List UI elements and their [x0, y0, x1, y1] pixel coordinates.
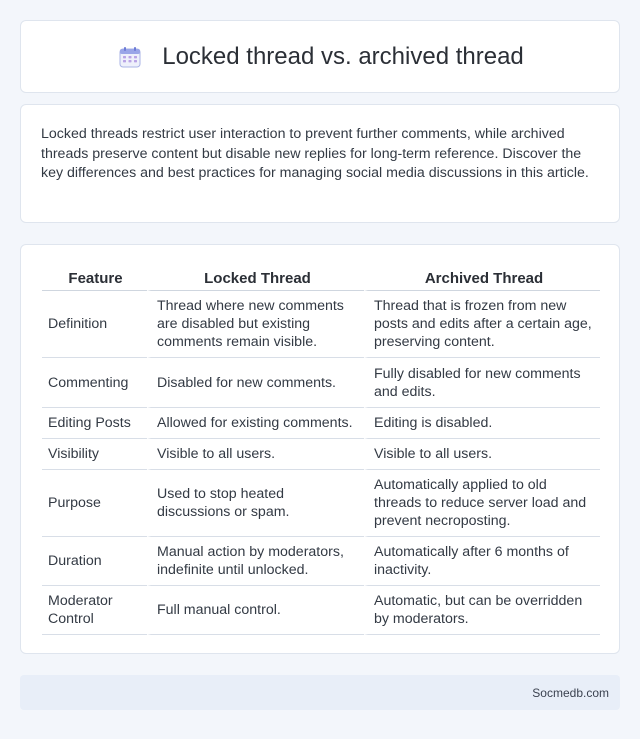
feature-cell: Moderator Control: [42, 586, 147, 635]
table-row: [42, 470, 600, 537]
feature-cell: Duration: [42, 537, 147, 586]
locked-cell: Used to stop heated discussions or spam.: [147, 470, 364, 537]
table-row: [42, 408, 600, 439]
locked-cell: Thread where new comments are disabled but existing comments remain visible.: [147, 291, 364, 358]
archived-cell: Editing is disabled.: [364, 408, 600, 439]
feature-cell: Definition: [42, 291, 147, 358]
table-row: [42, 291, 600, 358]
page-title: Locked thread vs. archived thread: [162, 42, 524, 70]
table-row: [42, 439, 600, 470]
archived-cell: Automatically applied to old threads to reduce server load and prevent necroposting.: [364, 470, 600, 537]
table-header-row: [42, 265, 600, 291]
footer-site-link[interactable]: Socmedb.com: [532, 685, 609, 700]
archived-cell: Fully disabled for new comments and edits.: [364, 358, 600, 408]
locked-cell: Allowed for existing comments.: [147, 408, 364, 439]
column-header: Feature: [42, 265, 147, 291]
feature-cell: Visibility: [42, 439, 147, 470]
comparison-table: [42, 265, 600, 635]
locked-cell: Full manual control.: [147, 586, 364, 635]
table-row: [42, 358, 600, 408]
table-row: [42, 586, 600, 635]
feature-cell: Purpose: [42, 470, 147, 537]
locked-cell: Visible to all users.: [147, 439, 364, 470]
archived-cell: Visible to all users.: [364, 439, 600, 470]
column-header: Locked Thread: [147, 265, 364, 291]
locked-cell: Manual action by moderators, indefinite until unlocked.: [147, 537, 364, 586]
table-row: [42, 537, 600, 586]
archived-cell: Automatic, but can be overridden by moderators.: [364, 586, 600, 635]
feature-cell: Commenting: [42, 358, 147, 408]
comparison-card: [20, 244, 620, 654]
archived-cell: Automatically after 6 months of inactivity.: [364, 537, 600, 586]
intro-text: Locked threads restrict user interaction to prevent further comments, while archived threads preserve content but disable new replies for long-term reference. Discover the key differences and best practices for managing social media discussions in this article.: [41, 126, 589, 181]
calendar-icon: [116, 43, 144, 71]
feature-cell: Editing Posts: [42, 408, 147, 439]
footer: [20, 675, 620, 710]
intro-card: [20, 104, 620, 223]
column-header: Archived Thread: [364, 265, 600, 291]
title-card: [20, 20, 620, 93]
locked-cell: Disabled for new comments.: [147, 358, 364, 408]
archived-cell: Thread that is frozen from new posts and edits after a certain age, preserving content.: [364, 291, 600, 358]
